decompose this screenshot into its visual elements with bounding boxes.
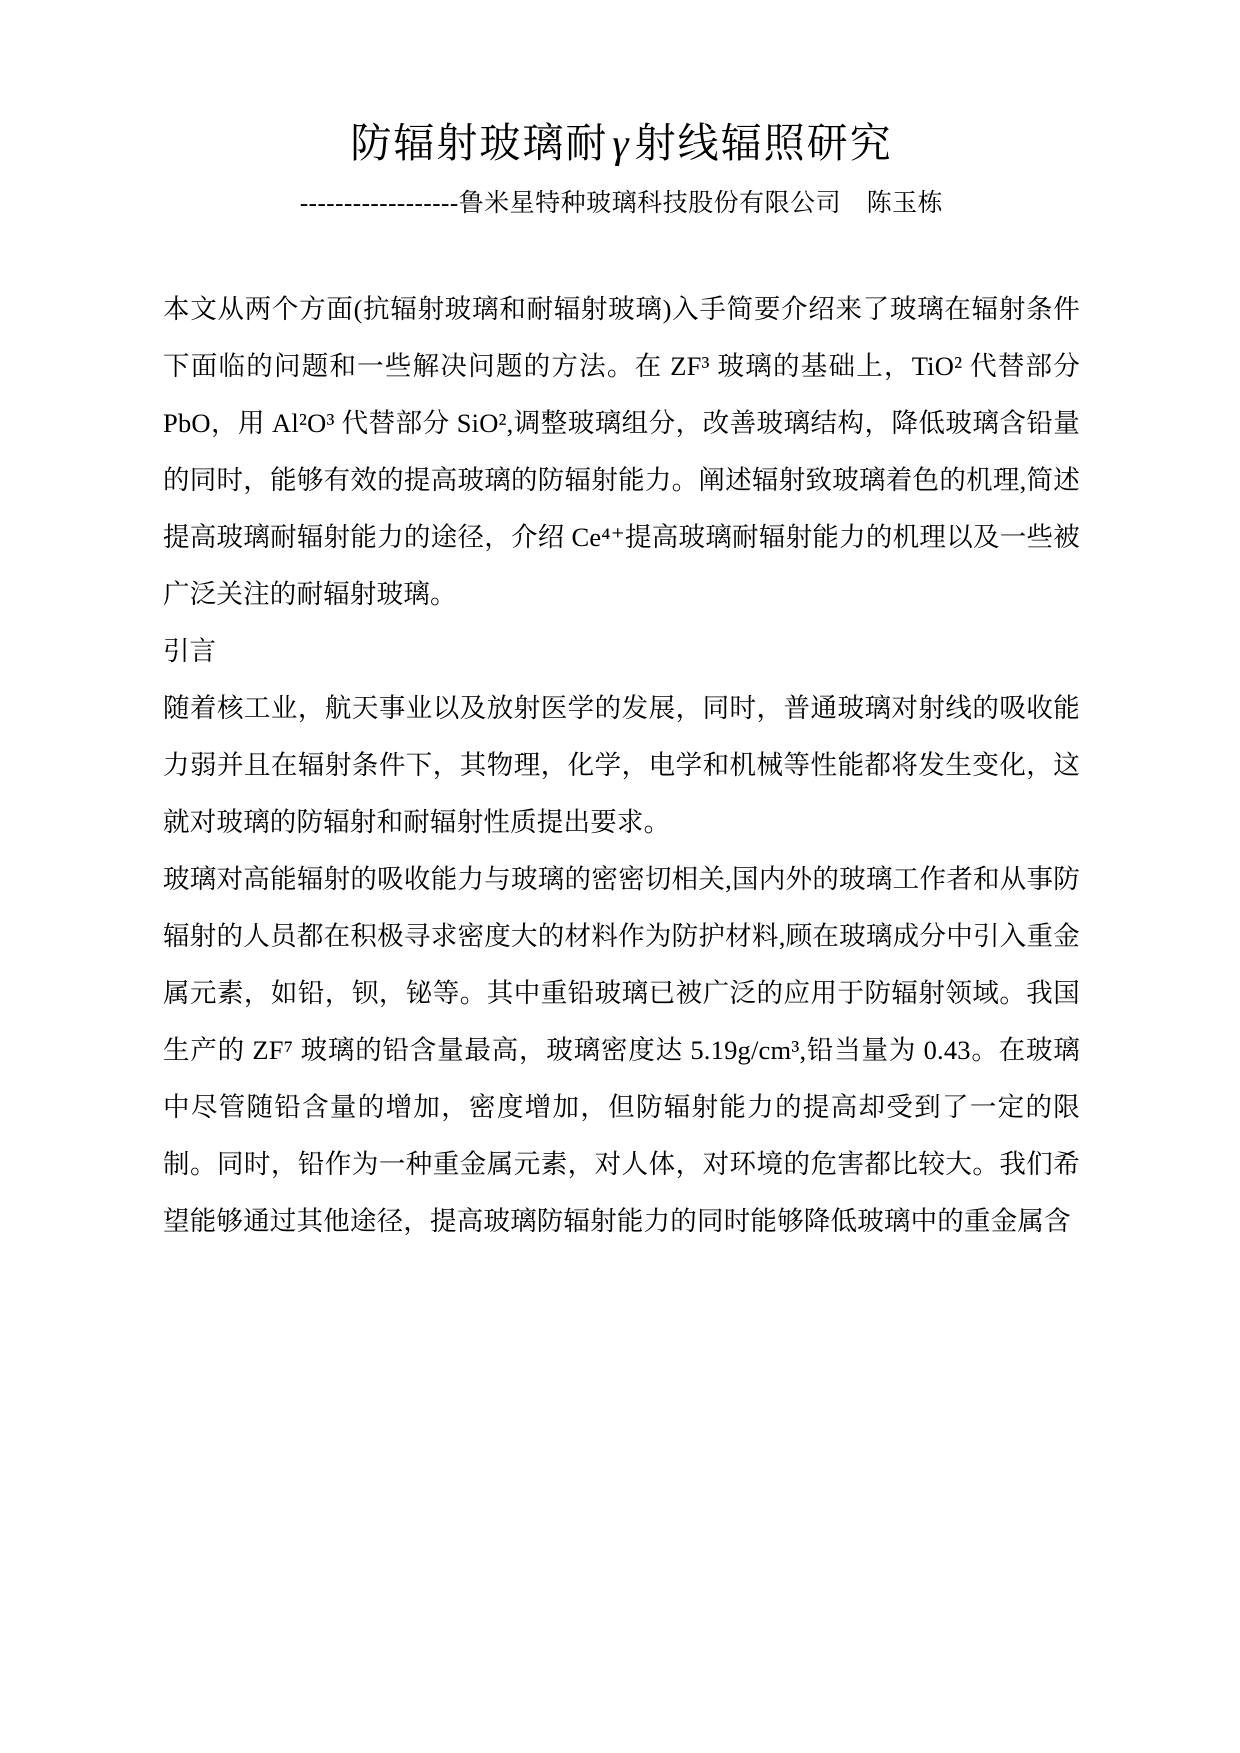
abstract-paragraph: 本文从两个方面(抗辐射玻璃和耐辐射玻璃)入手简要介绍来了玻璃在辐射条件下面临的问题和一些解决问题的方法。在 ZF³ 玻璃的基础上，TiO² 代替部分 PbO，用 Al²O³ 代替部分 SiO²,调整玻璃组分，改善玻璃结构，降低玻璃含铅量的同时，能够有效的提高玻璃的防辐射能力。阐述辐射致玻璃着色的机理,简述提高玻璃耐辐射能力的途径，介绍 Ce⁴⁺提高玻璃耐辐射能力的机理以及一些被广泛关注的耐辐射玻璃。: [163, 294, 1080, 610]
byline: ------------------鲁米星特种玻璃科技股份有限公司 陈玉栋: [299, 190, 944, 218]
paragraph-2: 玻璃对高能辐射的吸收能力与玻璃的密密切相关,国内外的玻璃工作者和从事防辐射的人员都在积极寻求密度大的材料作为防护材料,顾在玻璃成分中引入重金属元素，如铅，钡，铋等。其中重铅玻璃已被广泛的应用于防辐射领域。我国生产的 ZF⁷ 玻璃的铅含量最高，玻璃密度达 5.19g/cm³,铅当量为 0.43。在玻璃中尽管随铅含量的增加，密度增加，但防辐射能力的提高却受到了一定的限制。同时，铅作为一种重金属元素，对人体，对环境的危害都比较大。我们希望能够通过其他途径，提高玻璃防辐射能力的同时能够降低玻璃中的重金属含: [163, 864, 1080, 1237]
page-title-suffix: 射线辐照研究: [634, 120, 893, 166]
paragraph-1: 随着核工业，航天事业以及放射医学的发展，同时，普通玻璃对射线的吸收能力弱并且在辐射条件下，其物理，化学，电学和机械等性能都将发生变化，这就对玻璃的防辐射和耐辐射性质提出要求。: [163, 693, 1080, 838]
page-title: [163, 118, 1080, 169]
page-title-prefix: 防辐射玻璃耐: [350, 120, 609, 166]
gamma-symbol: γ: [612, 120, 631, 166]
section-heading-introduction: 引言: [163, 636, 216, 667]
